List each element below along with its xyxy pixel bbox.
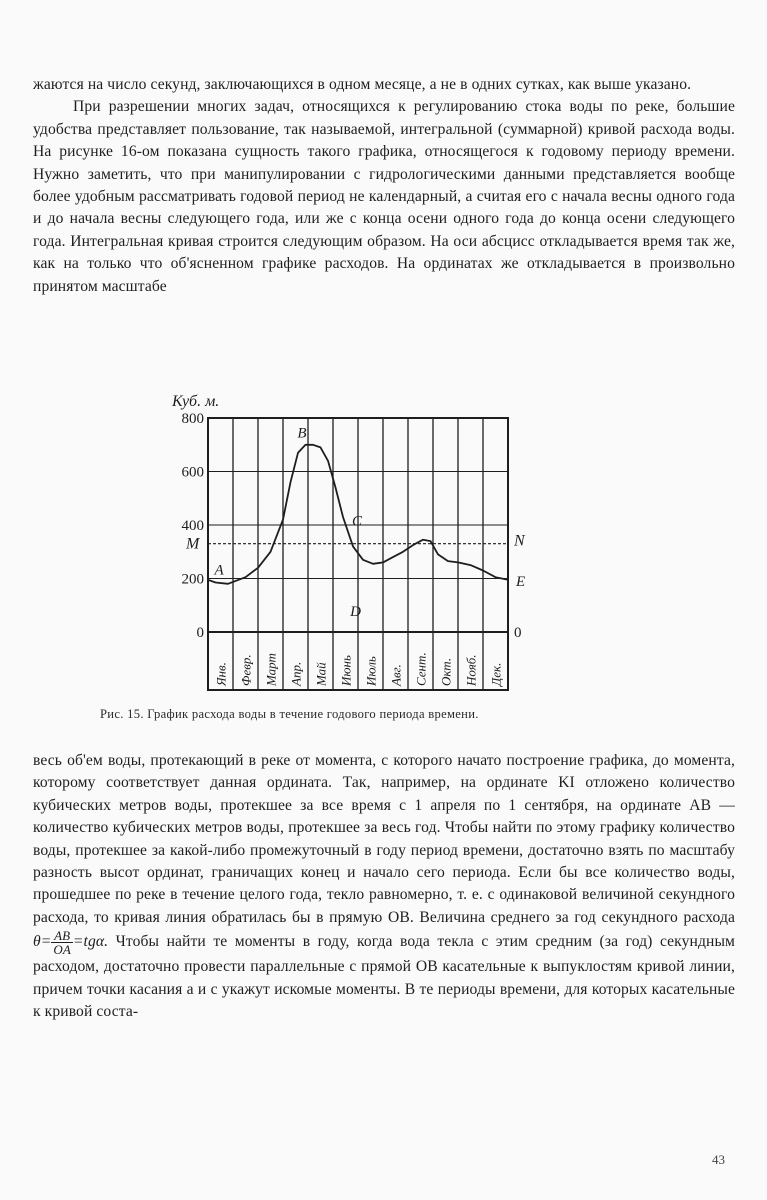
point-label-a: A [214,562,224,579]
text-block-top [33,74,735,298]
y-tick-label: 0 [196,625,204,641]
formula-lhs: θ= [33,933,52,951]
month-label: Авг. [388,664,404,686]
point-label-b: B [297,425,307,442]
reference-left-label: M [186,535,200,553]
month-label: Июнь [338,655,354,686]
formula-fraction [51,929,73,956]
y-axis-label: Куб. м. [172,393,220,410]
month-label: Апр. [288,661,304,686]
point-label-e: E [516,573,526,590]
formula-denominator: OA [53,942,71,958]
reference-right-label: N [514,532,525,550]
month-label: Февр. [238,654,254,686]
paragraph-continuation: жаются на число секунд, заключающихся в одном месяце, а не в одних сутках, как выше указано. [33,76,692,93]
right-zero-label: 0 [514,625,522,641]
formula-rhs: =tgα. [72,933,109,951]
month-label: Дек. [488,662,504,686]
month-label: Янв. [213,662,229,686]
paragraph-volume-text: весь об'ем воды, протекающий в реке от момента, с которого начато построение графика, до момента, которому соответствует данная ордината. Так, например, на ординате KI отложено количество кубических метров воды, протекшее за все время с 1 апреля по 1 сентября, на ординате AB — количество кубических метров воды, протекшее за весь год. Чтобы найти по этому графику количество воды, протекшее за какой-либо промежуточный в году период времени, достаточно взять по масштабу разность высот ординат, граничащих конец и начало сего периода. Если бы все количество воды, прошедшее по реке в течение целого года, текло равномерно, т. е. с одинаковой величиной секундного расхода, то кривая линия обратилась бы в прямую OB. Величина среднего за год секундного расхода [33,752,735,926]
month-label: Май [313,662,329,686]
y-tick-label: 800 [181,411,204,427]
y-tick-label: 400 [181,518,204,534]
paragraph-volume [33,750,735,1023]
y-tick-label: 600 [181,464,204,481]
month-label: Сент. [413,652,429,686]
page-number: 43 [712,1152,725,1167]
formula-numerator: AB [51,929,73,943]
month-label: Март [263,653,279,686]
point-label-d: D [350,603,361,620]
discharge-chart [160,382,550,694]
paragraph-integral-curve: При разрешении многих задач, относящихся к регулированию стока воды по реке, большие удобства представляет пользование, так называемой, интегральной (суммарной) кривой расхода воды. На рисунке 16-ом показана сущность такого графика, относящегося к годовому периоду времени. Нужно заметить, что при манипулировании с гидрологическими данными представляется вообще более удобным рассматривать годовой период не календарный, а считая его с начала весны одного года и до начала весны следующего года, или же с конца осени одного года до конца осени следующего года. Интегральная кривая строится следующим образом. На оси абсцисс откладывается время так же, как на только что об'ясненном графике расходов. На ординатах же откладывается в произвольно принятом масштабе [33,98,735,295]
figure-caption: Рис. 15. График расхода воды в течение годового периода времени. [100,707,479,721]
month-label: Июль [363,656,379,686]
paragraph-tangent-text: Чтобы найти те моменты в году, когда вода текла с этим средним (за год) секундным расходом, достаточно провести параллельные с прямой OB касательные к выпуклостям кривой линии, причем точки касания a и c укажут искомые моменты. В те периоды времени, для которых касательные к кривой соста- [33,933,735,1021]
month-label: Нояб. [463,654,479,686]
text-block-bottom [33,750,735,1023]
point-label-c: C [352,513,363,530]
month-label: Окт. [438,657,454,686]
mean-discharge-formula [33,929,108,956]
y-tick-label: 200 [181,571,204,588]
